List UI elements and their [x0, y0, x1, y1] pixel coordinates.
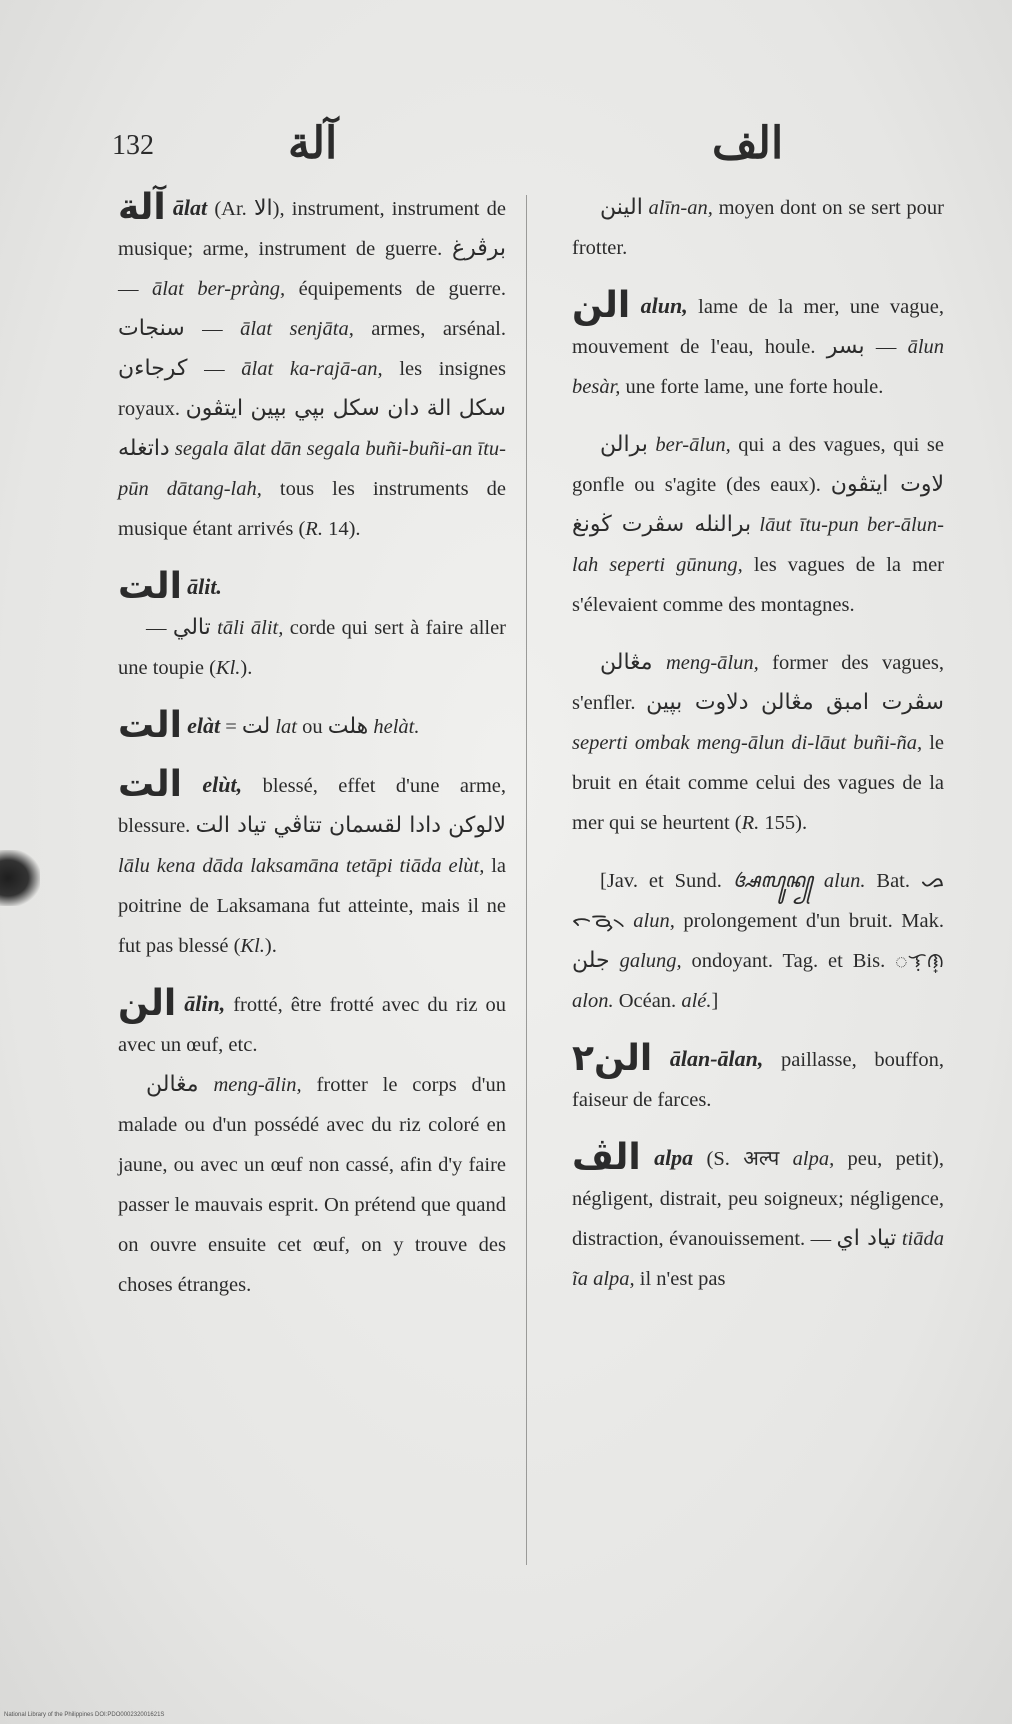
arabic-example: لاوت ايتڤون برالنله سڤرت ڬونغ	[572, 472, 944, 537]
source-reference: Kl.	[215, 657, 241, 679]
arabic-text: برڤرغ	[451, 236, 506, 261]
definition-text: ), instrument, instrument de musique; arme, instrument de guerre.	[118, 198, 507, 260]
definition-text: frotter le corps d'un malade ou d'un possédé avec du riz coloré en jaune, ou avec un œuf non cassé, afin d'y faire passer le mauvais esprit. On prétend que quand on ouvre ensuite cet œuf, on y trouve des choses étranges.	[118, 1074, 506, 1296]
definition-text: les vagues de la mer s'élevaient comme des montagnes.	[572, 554, 944, 616]
arabic-example: سڤرت امبق مڠالن دلاوت بڽين	[646, 690, 944, 715]
definition-text: ou	[297, 716, 328, 738]
left-column	[118, 188, 506, 1323]
transliteration: ālun besàr,	[572, 336, 945, 398]
arabic-text: مڠالن	[146, 1072, 199, 1097]
definition-text: 14).	[322, 518, 361, 540]
entry-alpa	[572, 1138, 944, 1299]
arabic-text: بسر	[826, 334, 865, 359]
definition-text	[653, 652, 666, 674]
definition-text: 155).	[759, 812, 808, 834]
entry-alat	[118, 188, 506, 549]
definition-text: blessé, effet d'une arme, blessure.	[118, 775, 506, 837]
entry-alinan	[572, 188, 944, 268]
transliteration: galung,	[619, 950, 682, 972]
definition-text: ).	[240, 657, 253, 679]
transliteration: alé.	[681, 990, 712, 1012]
arabic-text: تالي	[172, 615, 211, 640]
makassar-script: جلن	[572, 948, 610, 973]
transliteration: lāut ītu-pun ber-ālun-lah seperti gūnung,	[572, 514, 944, 576]
arabic-text: كرجاءن	[118, 356, 188, 381]
transliteration: alon.	[572, 990, 614, 1012]
definition-text: équipements de guerre.	[285, 278, 506, 300]
scan-blot	[0, 850, 40, 906]
entry-cognates	[572, 861, 944, 1021]
transliteration: ālat senjāta,	[240, 318, 354, 340]
arabic-example: سكل الة دان سكل بڽي بڽين ايتڤون داتغله	[118, 396, 506, 461]
transliteration: meng-ālin,	[213, 1074, 302, 1096]
definition-text: =	[220, 716, 242, 738]
definition-text: ).	[264, 935, 277, 957]
transliteration: lālu kena dāda laksamāna tetāpi tiāda elùt,	[118, 855, 485, 877]
definition-text: —	[146, 617, 173, 639]
entry-alin	[118, 984, 506, 1305]
tagalog-script: ᜀᜎᜓᜈ᜔	[895, 950, 944, 972]
headword-arabic: الن٢	[572, 1038, 653, 1079]
definition-text: Bat.	[865, 870, 921, 892]
entry-beralun	[572, 425, 944, 625]
definition-text: tous les instruments de musique étant arrivés (	[118, 478, 506, 540]
definition-text: (Ar.	[207, 198, 254, 220]
definition-text: Océan.	[613, 990, 682, 1012]
definition-text: lame de la mer, une vague, mouvement de l'eau, houle.	[572, 296, 944, 358]
definition-text: il n'est pas	[634, 1268, 726, 1290]
transliteration: alun,	[633, 910, 675, 932]
definition-text: la poitrine de Laksamana fut atteinte, mais il ne fut pas blessé (	[118, 855, 507, 957]
definition-text: une forte lame, une forte houle.	[620, 376, 884, 398]
headword-arabic: الڤ	[572, 1137, 641, 1178]
column-divider	[526, 195, 527, 1565]
definition-text: armes, arsénal.	[353, 318, 507, 340]
definition-text: peu, petit), négligent, distrait, peu soigneux; négligence, distraction, évanouissement. —	[572, 1148, 944, 1250]
scan-footer: National Library of the Philippines DOI:PDO000232001621S	[4, 1712, 165, 1718]
definition-text: frotté, être frotté avec du riz ou avec un œuf, etc.	[118, 994, 506, 1056]
running-head-right: الف	[712, 119, 784, 168]
transliteration: meng-ālun,	[665, 652, 759, 674]
arabic-text: برالن	[600, 432, 648, 457]
entry-mengalun	[572, 643, 944, 843]
headword: elàt	[187, 713, 221, 738]
definition-text: paillasse, bouffon, faiseur de farces.	[572, 1049, 945, 1111]
headword: alun,	[640, 293, 688, 318]
transliteration: ālat ber-pràng,	[151, 278, 286, 300]
devanagari-text: अल्प	[743, 1148, 780, 1170]
definition-text	[199, 1074, 214, 1096]
transliteration: helàt.	[373, 716, 420, 738]
headword-arabic: الن	[118, 983, 177, 1024]
definition-text: —	[864, 336, 908, 358]
definition-text: le bruit en était comme celui des vagues de la mer qui se heurtent (	[572, 732, 945, 834]
headword: alpa	[654, 1145, 694, 1170]
arabic-example: لالوكن دادا لقسمان تتاڤي تياد الت	[195, 813, 506, 838]
headword-arabic: الت	[118, 764, 182, 805]
headword: ālan-ālan,	[669, 1046, 764, 1071]
javanese-script: ꦄꦭꦸꦤ꧀	[732, 870, 813, 892]
headword: ālat	[172, 195, 208, 220]
definition-text: ]	[711, 990, 719, 1012]
entry-alan	[572, 1039, 944, 1120]
entry-elat	[118, 706, 506, 747]
right-column	[572, 188, 944, 1317]
transliteration: ālat ka-rajā-an,	[241, 358, 383, 380]
entry-elut	[118, 765, 506, 966]
definition-text: —	[187, 358, 242, 380]
source-reference: R.	[741, 812, 760, 834]
entry-alun	[572, 286, 944, 407]
definition-text: [Jav. et Sund.	[600, 870, 733, 892]
headword-arabic: الت	[118, 566, 182, 607]
arabic-text: مڠالن	[600, 650, 653, 675]
transliteration: lat	[275, 716, 297, 738]
definition-text: corde qui sert à faire aller une toupie (	[118, 617, 507, 679]
arabic-text: الا	[253, 196, 273, 221]
transliteration: segala ālat dān segala buñi-buñi-an ītu-pūn dātang-lah,	[118, 438, 507, 500]
transliteration: ber-ālun,	[655, 434, 731, 456]
definition-text: former des vagues, s'enfler.	[572, 652, 945, 714]
transliteration: seperti ombak meng-ālun di-lāut buñi-ña,	[572, 732, 923, 754]
entry-alit	[118, 567, 506, 688]
definition-text: —	[184, 318, 241, 340]
headword: elùt,	[202, 772, 243, 797]
arabic-text: لت	[241, 714, 271, 739]
headword-arabic: آلة	[118, 187, 166, 228]
definition-text: (S.	[693, 1148, 744, 1170]
definition-text	[813, 870, 824, 892]
headword-arabic: الن	[572, 285, 631, 326]
headword: ālin,	[184, 991, 226, 1016]
arabic-text: الينن	[600, 195, 643, 220]
source-reference: Kl.	[240, 935, 265, 957]
definition-text	[625, 910, 634, 932]
transliteration: tāli ālit,	[217, 617, 284, 639]
arabic-text: سنجات	[118, 316, 185, 341]
page-header	[0, 118, 1012, 178]
definition-text: prolongement d'un bruit. Mak.	[674, 910, 945, 932]
running-head-left: آلة	[288, 119, 338, 168]
headword: ālit.	[187, 574, 222, 599]
headword-arabic: الت	[118, 705, 182, 746]
definition-text: ondoyant. Tag. et Bis.	[681, 950, 896, 972]
definition-text	[610, 950, 620, 972]
transliteration: tiāda ĩa alpa,	[572, 1228, 944, 1290]
batak-script: ᯀᯞᯮᯉ᯲	[572, 870, 945, 932]
definition-text	[779, 1148, 792, 1170]
transliteration: alīn-an,	[648, 197, 713, 219]
arabic-text: تياد اي	[836, 1226, 897, 1251]
page-number: 132	[112, 130, 154, 161]
source-reference: R.	[305, 518, 323, 540]
arabic-text: هلت	[327, 714, 369, 739]
definition-text: moyen dont on se sert pour frotter.	[572, 197, 944, 259]
definition-text: —	[118, 278, 152, 300]
definition-text: les insignes royaux.	[118, 358, 507, 420]
definition-text: qui a des vagues, qui se gonfle ou s'agite (des eaux).	[572, 434, 944, 496]
transliteration: alun.	[823, 870, 866, 892]
transliteration: alpa,	[792, 1148, 835, 1170]
